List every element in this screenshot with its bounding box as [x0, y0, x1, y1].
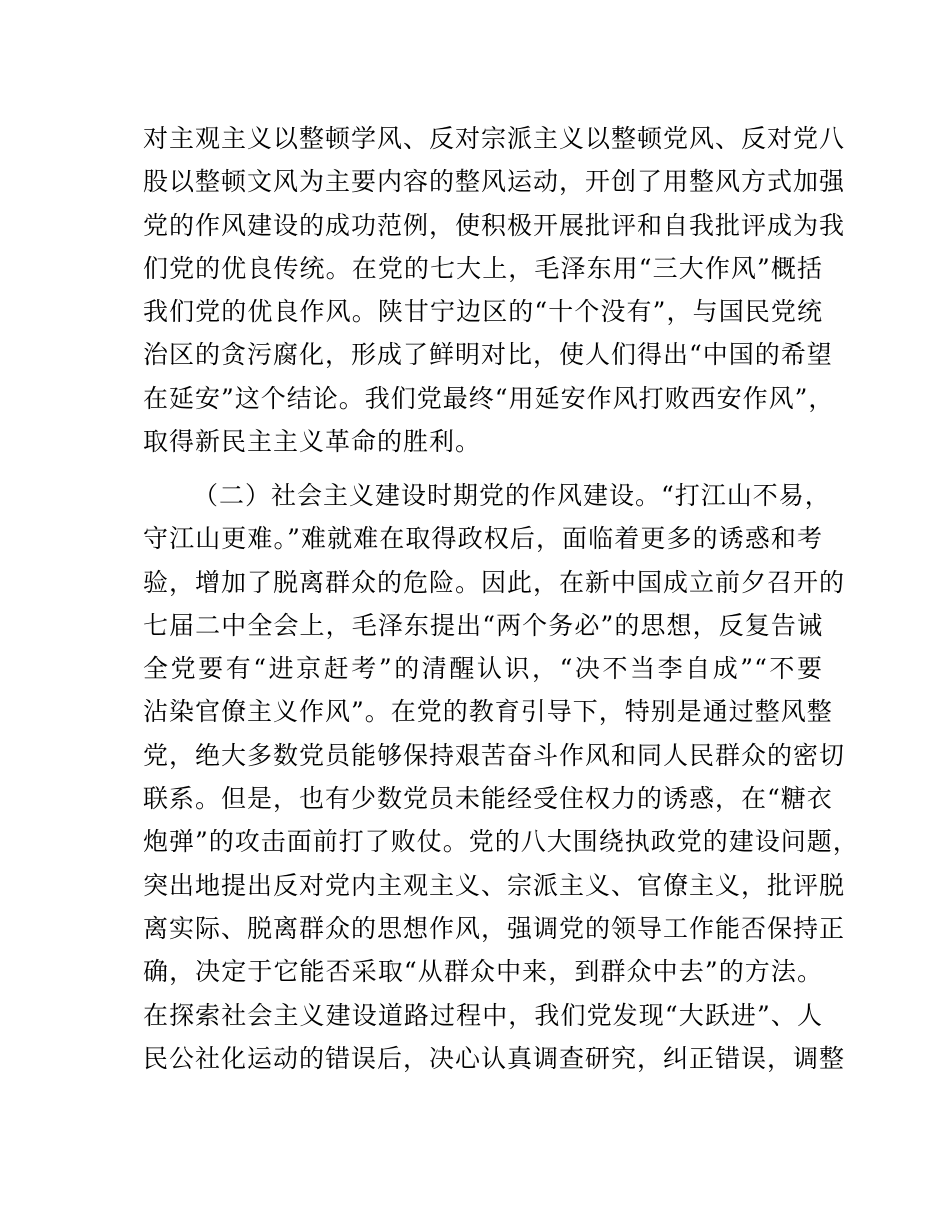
- text-line: 离实际、脱离群众的思想作风，强调党的领导工作能否保持正: [143, 913, 846, 943]
- text-line: 守江山更难。”难就难在取得政权后，面临着更多的诱惑和考: [143, 524, 823, 554]
- text-line: 治区的贪污腐化，形成了鲜明对比，使人们得出“中国的希望: [143, 340, 833, 370]
- text-line: 股以整顿文风为主要内容的整风运动，开创了用整风方式加强: [143, 167, 846, 197]
- text-line: 确，决定于它能否采取“从群众中来，到群众中去”的方法。: [143, 957, 823, 987]
- text-line: 联系。但是，也有少数党员未能经受住权力的诱惑，在“糖衣: [143, 784, 833, 814]
- text-line: 党的作风建设的成功范例，使积极开展批评和自我批评成为我: [143, 210, 846, 240]
- text-line: 民公社化运动的错误后，决心认真调查研究，纠正错误，调整: [143, 1043, 846, 1073]
- text-line: 沾染官僚主义作风”。在党的教育引导下，特别是通过整风整: [143, 697, 833, 727]
- text-line: 取得新民主主义革命的胜利。: [143, 427, 482, 457]
- text-line: 我们党的优良作风。陕甘宁边区的“十个没有”，与国民党统: [143, 297, 823, 327]
- text-line: 炮弹”的攻击面前打了败仗。党的八大围绕执政党的建设问题，: [143, 827, 859, 857]
- text-line: 党，绝大多数党员能够保持艰苦奋斗作风和同人民群众的密切: [143, 740, 846, 770]
- text-line: 在探索社会主义建设道路过程中，我们党发现“大跃进”、人: [143, 1000, 823, 1030]
- text-line: 验，增加了脱离群众的危险。因此，在新中国成立前夕召开的: [143, 567, 846, 597]
- text-line: 们党的优良传统。在党的七大上，毛泽东用“三大作风”概括: [143, 253, 823, 283]
- paragraph-socialist-construction: [143, 474, 859, 1080]
- paragraph-rectification-movement: [143, 117, 846, 463]
- text-line: 突出地提出反对党内主观主义、宗派主义、官僚主义，批评脱: [143, 870, 846, 900]
- text-line: 七届二中全会上，毛泽东提出“两个务必”的思想，反复告诫: [143, 610, 823, 640]
- text-line: 全党要有“进京赶考”的清醒认识，“决不当李自成”“不要: [143, 654, 823, 684]
- text-line: 对主观主义以整顿学风、反对宗派主义以整顿党风、反对党八: [143, 124, 846, 153]
- section-heading-line: （二）社会主义建设时期党的作风建设。“打江山不易，: [193, 481, 831, 510]
- text-line: 在延安”这个结论。我们党最终“用延安作风打败西安作风”，: [143, 383, 835, 413]
